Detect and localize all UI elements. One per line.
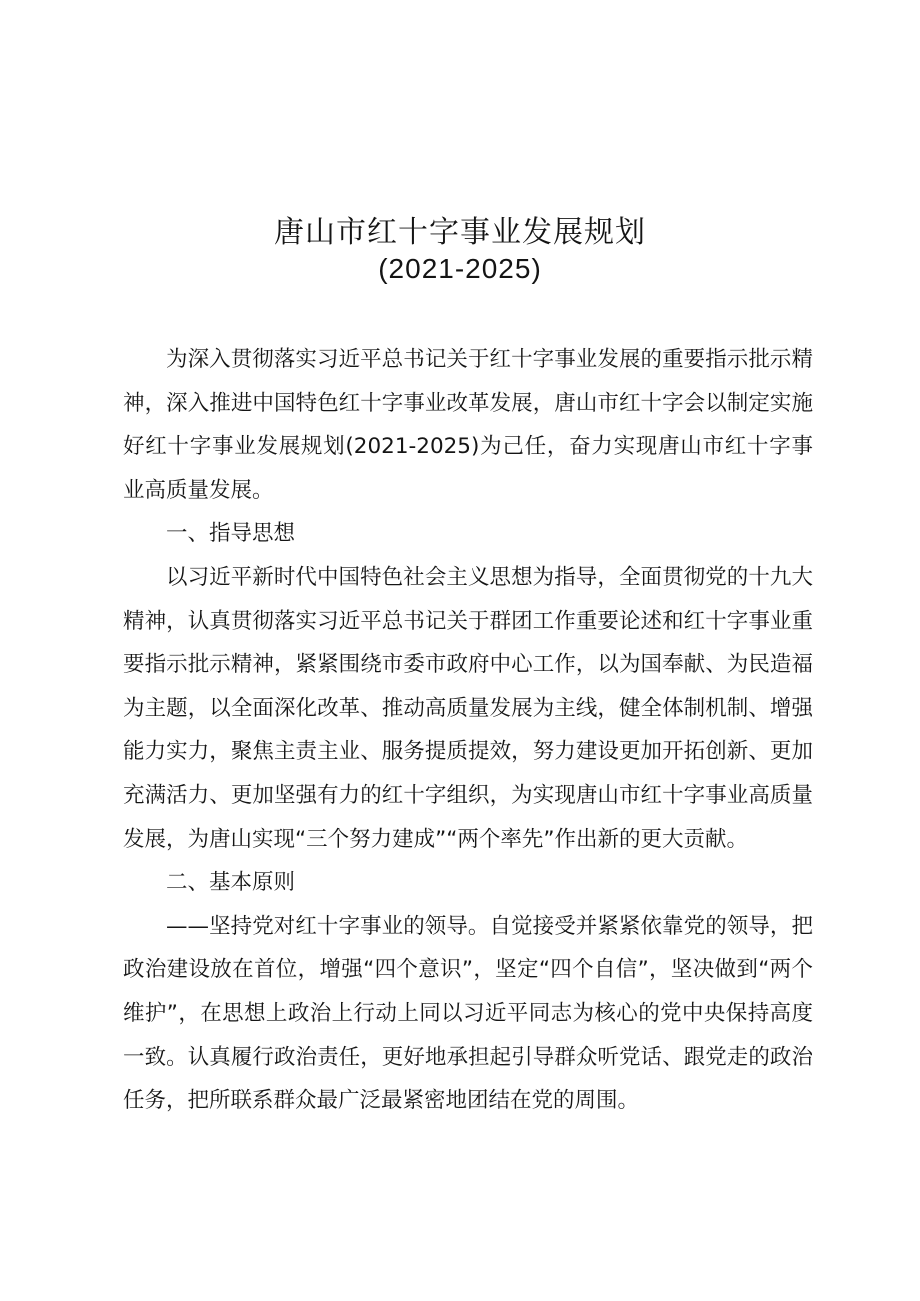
document-title: 唐山市红十字事业发展规划 (274, 215, 646, 250)
section-heading-basic-principles: 二、基本原则 (166, 870, 296, 896)
document-body (123, 338, 813, 1123)
section-heading-guiding-thought: 一、指导思想 (166, 521, 296, 547)
guiding-thought-paragraph: 以习近平新时代中国特色社会主义思想为指导，全面贯彻党的十九大精神，认真贯彻落实习近平总书记关于群团工作重要论述和红十字事业重要指示批示精神，紧紧围绕市委市政府中心工作，以为国奉献、为民造福为主题，以全面深化改革、推动高质量发展为主线，健全体制机制、增强能力实力，聚焦主责主业、服务提质提效，努力建设更加开拓创新、更加充满活力、更加坚强有力的红十字组织，为实现唐山市红十字事业高质量发展，为唐山实现“三个努力建成”“两个率先”作出新的更大贡献。 (123, 564, 813, 852)
document-subtitle: (2021-2025) (378, 253, 542, 284)
basic-principles-paragraph: ——坚持党对红十字事业的领导。自觉接受并紧紧依靠党的领导，把政治建设放在首位，增强“四个意识”，坚定“四个自信”，坚决做到“两个维护”，在思想上政治上行动上同以习近平同志为核心的党中央保持高度一致。认真履行政治责任，更好地承担起引导群众听党话、跟党走的政治任务，把所联系群众最广泛最紧密地团结在党的周围。 (123, 913, 813, 1114)
intro-paragraph: 为深入贯彻落实习近平总书记关于红十字事业发展的重要指示批示精神，深入推进中国特色红十字事业改革发展，唐山市红十字会以制定实施好红十字事业发展规划(2021-2025)为己任，奋力实现唐山市红十字事业高质量发展。 (123, 347, 813, 503)
